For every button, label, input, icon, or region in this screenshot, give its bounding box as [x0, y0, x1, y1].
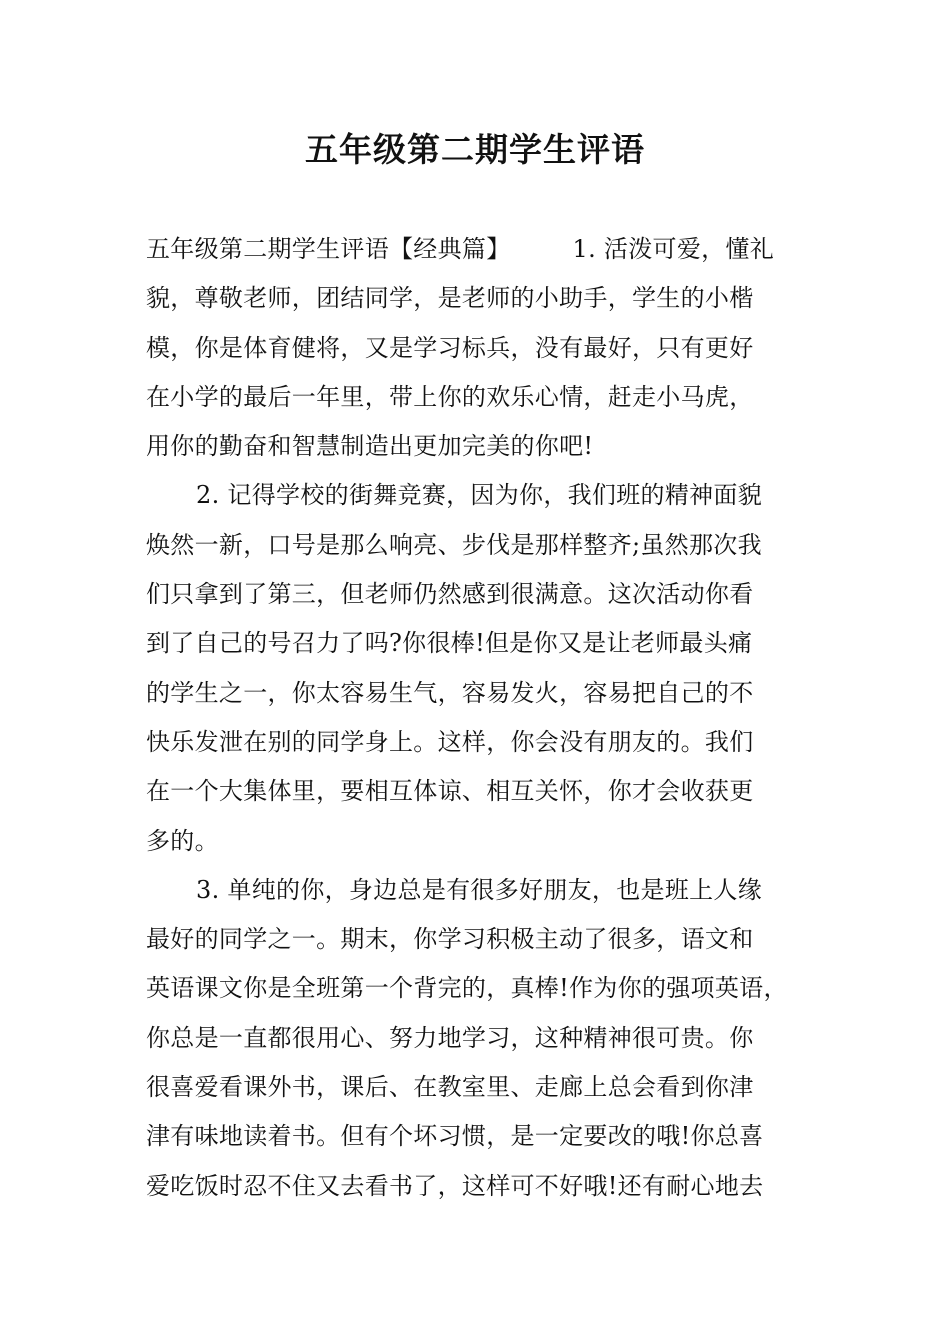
- text-line: 你总是一直都很用心、努力地学习，这种精神很可贵。你: [146, 1023, 754, 1052]
- text-line: 2. 记得学校的街舞竞赛，因为你，我们班的精神面貌: [196, 481, 763, 510]
- text-line: 到了自己的号召力了吗?你很棒!但是你又是让老师最头痛: [146, 629, 753, 658]
- paragraph-2: [146, 471, 816, 865]
- text-line: 的学生之一，你太容易生气，容易发火，容易把自己的不: [146, 678, 754, 707]
- paragraph-3: [146, 866, 816, 1211]
- text-line: 貌，尊敬老师，团结同学，是老师的小助手，学生的小楷: [146, 284, 754, 313]
- text-line: 最好的同学之一。期末，你学习积极主动了很多，语文和: [146, 925, 754, 954]
- text-line: 英语课文你是全班第一个背完的，真棒!作为你的强项英语，: [146, 974, 788, 1003]
- text-line: 在小学的最后一年里，带上你的欢乐心情，赶走小马虎，: [146, 382, 754, 411]
- text-line: 多的。: [146, 826, 219, 855]
- text-line: 用你的勤奋和智慧制造出更加完美的你吧!: [146, 432, 594, 461]
- text-line: [146, 225, 816, 274]
- text-line: 快乐发泄在别的同学身上。这样，你会没有朋友的。我们: [146, 727, 754, 756]
- subtitle-text: 五年级第二期学生评语【经典篇】: [146, 235, 511, 263]
- text-line: 在一个大集体里，要相互体谅、相互关怀，你才会收获更: [146, 777, 754, 806]
- text-line: 焕然一新，口号是那么响亮、步伐是那样整齐;虽然那次我: [146, 530, 762, 559]
- text-line: 津有味地读着书。但有个坏习惯，是一定要改的哦!你总喜: [146, 1122, 764, 1151]
- text-line: 3. 单纯的你，身边总是有很多好朋友，也是班上人缘: [196, 875, 763, 904]
- paragraph-1: [146, 225, 816, 471]
- document-title: 五年级第二期学生评语: [305, 130, 645, 169]
- text-line: 模，你是体育健将，又是学习标兵，没有最好，只有更好: [146, 333, 754, 362]
- text-segment: 1. 活泼可爱，懂礼: [572, 235, 775, 263]
- text-line: 们只拿到了第三，但老师仍然感到很满意。这次活动你看: [146, 580, 754, 609]
- document-body: [146, 225, 816, 1211]
- text-line: 很喜爱看课外书，课后、在教室里、走廊上总会看到你津: [146, 1073, 754, 1102]
- text-line: 爱吃饭时忍不住又去看书了，这样可不好哦!还有耐心地去: [146, 1171, 764, 1200]
